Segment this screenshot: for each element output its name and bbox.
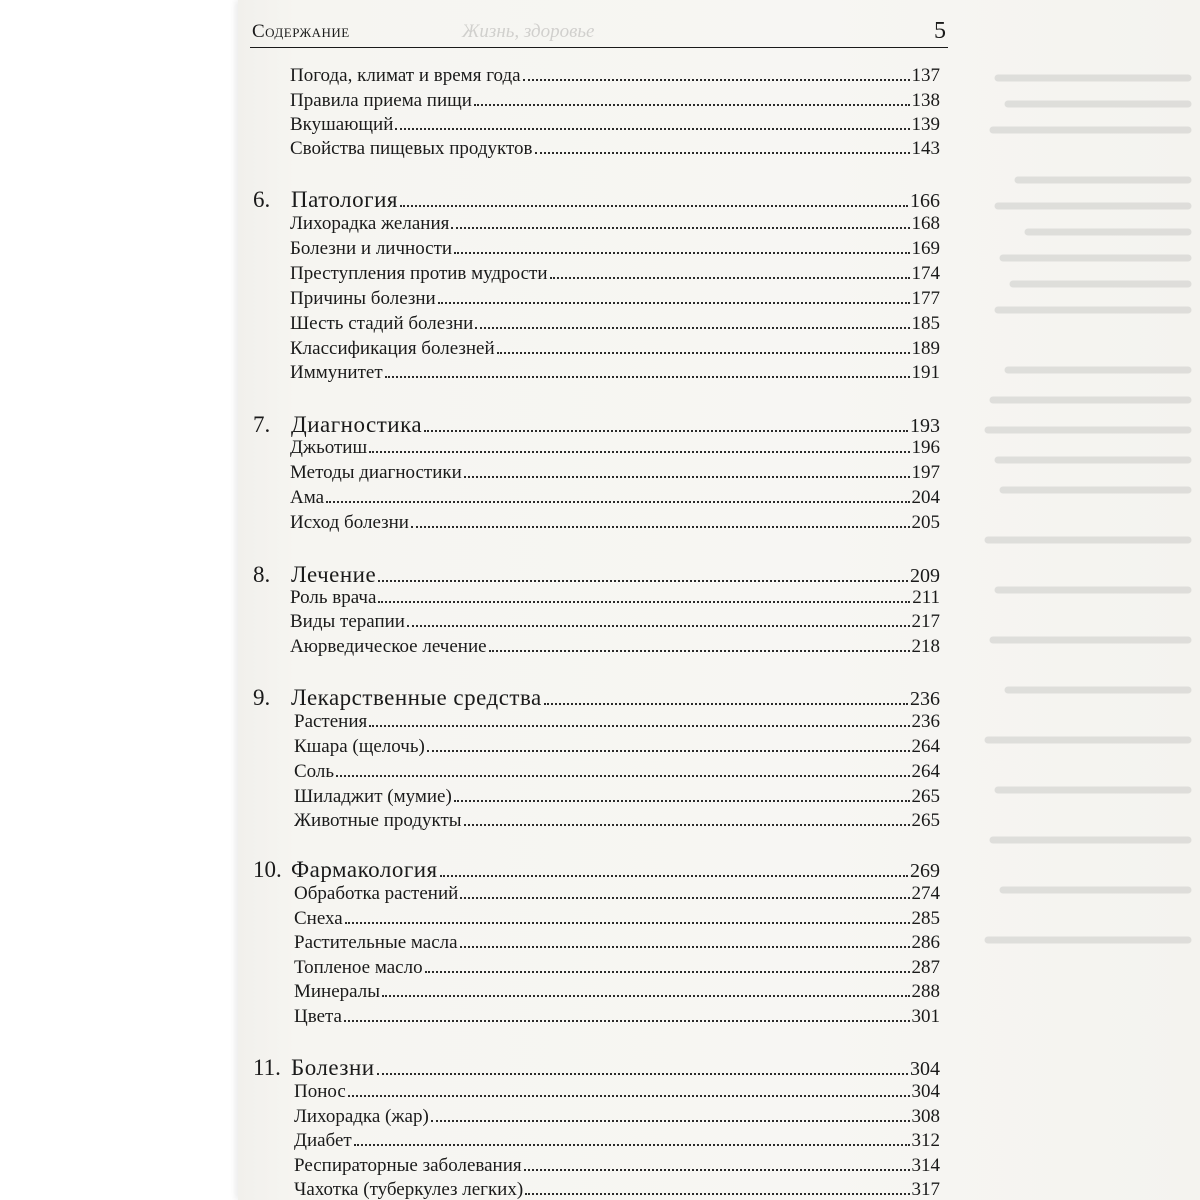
toc-entry [294, 1130, 940, 1152]
entry-title: Причины болезни [290, 288, 436, 309]
toc-entry [290, 114, 940, 136]
toc-entry [294, 957, 940, 979]
chapter-entry [253, 685, 940, 711]
entry-page-number: 205 [911, 512, 940, 533]
dot-leader [378, 580, 908, 582]
toc-entry [290, 437, 940, 459]
entry-title: Животные продукты [294, 810, 462, 831]
chapter-title: Фармакология [291, 857, 438, 882]
dot-leader [460, 946, 910, 948]
chapter-page-number: 304 [910, 1058, 940, 1080]
dot-leader [460, 897, 909, 899]
entry-page-number: 189 [911, 338, 940, 359]
entry-page-number: 143 [911, 138, 940, 159]
dot-leader [454, 252, 909, 254]
entry-title: Респираторные заболевания [294, 1155, 522, 1176]
book-page [238, 0, 1200, 1200]
entry-page-number: 274 [911, 883, 940, 904]
chapter-title: Патология [291, 187, 398, 212]
toc-entry [290, 636, 940, 658]
chapter-entry [253, 187, 940, 213]
dot-leader [464, 824, 910, 826]
chapter-page-number: 209 [910, 565, 940, 587]
dot-leader [524, 1169, 910, 1171]
entry-page-number: 197 [911, 462, 940, 483]
toc-entry [294, 1155, 940, 1177]
entry-title: Снеха [294, 908, 343, 929]
toc-entry [290, 263, 940, 285]
chapter-number: 9. [253, 685, 271, 710]
dot-leader [344, 1020, 910, 1022]
dot-leader [369, 725, 909, 727]
header-bleed-text: Жизнь, здоровье [462, 21, 595, 42]
entry-title: Иммунитет [290, 362, 383, 383]
toc-entry [290, 313, 940, 335]
chapter-title: Лекарственные средства [291, 685, 542, 710]
dot-leader [345, 922, 910, 924]
dot-leader [523, 79, 910, 81]
dot-leader [378, 601, 910, 603]
chapter-entry [253, 562, 940, 588]
entry-page-number: 137 [911, 65, 940, 86]
entry-title: Растения [294, 711, 368, 732]
dot-leader [438, 302, 910, 304]
chapter-entry [253, 412, 940, 438]
chapter-title: Диагностика [291, 412, 423, 437]
entry-title: Погода, климат и время года [290, 65, 521, 86]
dot-leader [424, 430, 908, 432]
header-title: Содержание [252, 21, 350, 42]
toc-entry [290, 487, 940, 509]
dot-leader [369, 451, 909, 453]
entry-page-number: 211 [912, 587, 940, 608]
entry-page-number: 168 [911, 213, 940, 234]
entry-title: Соль [294, 761, 335, 782]
entry-page-number: 285 [911, 908, 940, 929]
entry-title: Чахотка (туберкулез легких) [294, 1179, 524, 1200]
toc-entry [290, 138, 940, 160]
entry-title: Вкушающий [290, 114, 394, 135]
toc-entry [290, 213, 940, 235]
entry-title: Растительные масла [294, 932, 458, 953]
toc-entry [294, 932, 940, 954]
entry-page-number: 265 [911, 810, 940, 831]
toc-entry [290, 362, 940, 384]
entry-page-number: 288 [911, 981, 940, 1002]
entry-title: Аюрведическое лечение [290, 636, 487, 657]
dot-leader [354, 1144, 910, 1146]
toc-entry [294, 981, 940, 1003]
entry-title: Минералы [294, 981, 381, 1002]
entry-title: Лихорадка желания [290, 213, 450, 234]
dot-leader [431, 1120, 910, 1122]
entry-title: Обработка растений [294, 883, 459, 904]
entry-page-number: 264 [911, 761, 940, 782]
entry-page-number: 185 [911, 313, 940, 334]
entry-title: Правила приема пищи [290, 90, 472, 111]
toc-entry [294, 1081, 940, 1103]
entry-page-number: 196 [911, 437, 940, 458]
entry-page-number: 308 [911, 1106, 940, 1127]
entry-title: Роль врача [290, 587, 377, 608]
chapter-page-number: 166 [910, 190, 940, 212]
toc-entry [290, 288, 940, 310]
chapter-number: 6. [253, 187, 271, 212]
entry-page-number: 287 [911, 957, 940, 978]
entry-title: Шиладжит (мумие) [294, 786, 452, 807]
chapter-title: Лечение [291, 562, 377, 587]
dot-leader [377, 1073, 908, 1075]
toc-entry [294, 711, 940, 733]
chapter-number: 11. [253, 1055, 281, 1080]
toc-entry [294, 736, 940, 758]
toc-entry [290, 90, 940, 112]
entry-title: Методы диагностики [290, 462, 462, 483]
toc-entry [290, 65, 940, 87]
entry-title: Кшара (щелочь) [294, 736, 425, 757]
chapter-page-number: 193 [910, 415, 940, 437]
toc-entry [290, 512, 940, 534]
entry-page-number: 301 [911, 1006, 940, 1027]
dot-leader [425, 971, 910, 973]
toc-entry [294, 883, 940, 905]
entry-page-number: 204 [911, 487, 940, 508]
toc-entry [290, 462, 940, 484]
dot-leader [407, 625, 910, 627]
entry-page-number: 169 [911, 238, 940, 259]
entry-page-number: 314 [911, 1155, 940, 1176]
dot-leader [382, 995, 909, 997]
entry-page-number: 177 [911, 288, 940, 309]
dot-leader [400, 205, 908, 207]
entry-title: Болезни и личности [290, 238, 453, 259]
dot-leader [440, 875, 908, 877]
chapter-title: Болезни [291, 1055, 375, 1080]
entry-page-number: 312 [911, 1130, 940, 1151]
chapter-page-number: 236 [910, 688, 940, 710]
dot-leader [474, 104, 910, 106]
dot-leader [525, 1193, 909, 1195]
toc-entry [290, 338, 940, 360]
chapter-page-number: 269 [910, 860, 940, 882]
entry-title: Преступления против мудрости [290, 263, 548, 284]
dot-leader [348, 1095, 910, 1097]
chapter-entry [253, 857, 940, 883]
dot-leader [411, 526, 910, 528]
chapter-number: 10. [253, 857, 282, 882]
entry-page-number: 139 [911, 114, 940, 135]
dot-leader [475, 327, 909, 329]
entry-page-number: 264 [911, 736, 940, 757]
dot-leader [451, 227, 909, 229]
entry-page-number: 217 [911, 611, 940, 632]
entry-page-number: 265 [911, 786, 940, 807]
chapter-number: 8. [253, 562, 271, 587]
entry-title: Ама [290, 487, 325, 508]
toc-entry [294, 1006, 940, 1028]
chapter-number: 7. [253, 412, 271, 437]
entry-title: Свойства пищевых продуктов [290, 138, 533, 159]
entry-page-number: 174 [911, 263, 940, 284]
toc-entry [294, 1179, 940, 1200]
entry-page-number: 304 [911, 1081, 940, 1102]
entry-page-number: 191 [911, 362, 940, 383]
toc-entry [290, 611, 940, 633]
dot-leader [326, 501, 909, 503]
entry-title: Топленое масло [294, 957, 423, 978]
dot-leader [497, 352, 910, 354]
table-of-contents [238, 0, 1200, 1200]
toc-entry [294, 810, 940, 832]
entry-title: Диабет [294, 1130, 352, 1151]
dot-leader [395, 128, 909, 130]
entry-page-number: 286 [911, 932, 940, 953]
dot-leader [464, 476, 910, 478]
entry-title: Исход болезни [290, 512, 409, 533]
entry-page-number: 138 [911, 90, 940, 111]
entry-title: Виды терапии [290, 611, 405, 632]
page-number: 5 [934, 18, 946, 44]
toc-entry [294, 908, 940, 930]
dot-leader [385, 376, 910, 378]
dot-leader [454, 800, 910, 802]
toc-entry [290, 587, 940, 609]
toc-entry [294, 1106, 940, 1128]
entry-title: Классификация болезней [290, 338, 495, 359]
entry-page-number: 317 [911, 1179, 940, 1200]
entry-title: Цвета [294, 1006, 342, 1027]
dot-leader [544, 703, 908, 705]
dot-leader [535, 152, 910, 154]
dot-leader [336, 775, 909, 777]
entry-title: Лихорадка (жар) [294, 1106, 429, 1127]
entry-title: Шесть стадий болезни [290, 313, 474, 334]
dot-leader [489, 650, 910, 652]
entry-page-number: 236 [911, 711, 940, 732]
chapter-entry [253, 1055, 940, 1081]
entry-title: Джьотиш [290, 437, 368, 458]
dot-leader [550, 277, 910, 279]
toc-entry [290, 238, 940, 260]
dot-leader [427, 750, 910, 752]
toc-entry [294, 761, 940, 783]
entry-title: Понос [294, 1081, 346, 1102]
entry-page-number: 218 [911, 636, 940, 657]
toc-entry [294, 786, 940, 808]
